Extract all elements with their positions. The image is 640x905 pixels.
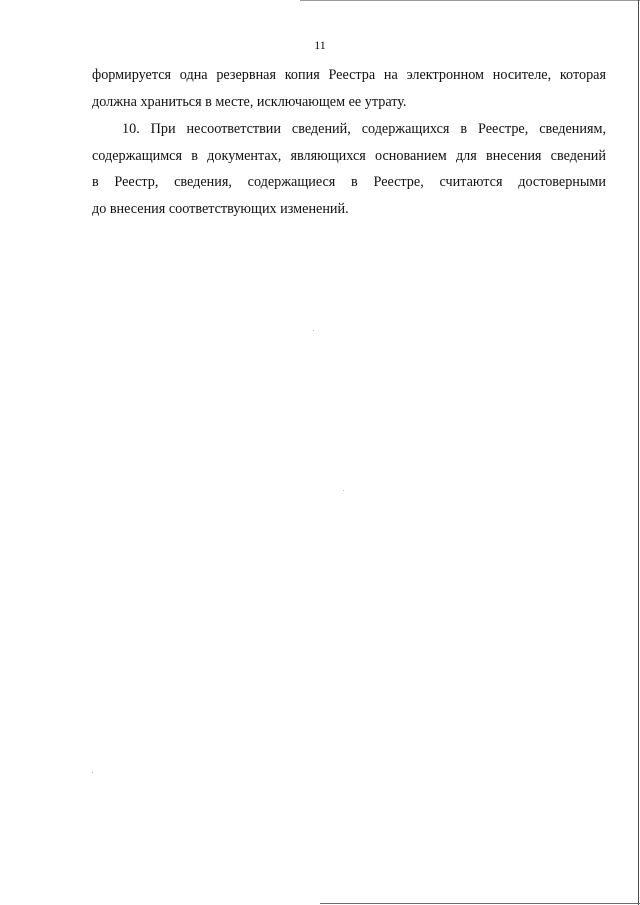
scan-edge-bottom <box>320 903 640 904</box>
text-line: формируется одна резервная копия Реестра на электронном носителе, которая <box>92 67 606 83</box>
page-number: 11 <box>314 38 326 52</box>
scan-edge-top <box>300 0 640 1</box>
text-line: до внесения соответствующих изменений. <box>92 200 349 217</box>
scan-speck <box>313 330 314 331</box>
text-line: 10. При несоответствии сведений, содержащихся в Реестре, сведениям, <box>122 121 606 137</box>
scan-speck <box>92 772 93 773</box>
paragraph-item-10 <box>92 116 606 222</box>
scan-edge-right <box>638 0 639 905</box>
text-line: в Реестр, сведения, содержащиеся в Реестре, считаются достоверными <box>92 174 606 190</box>
text-line: содержащимся в документах, являющихся основанием для внесения сведений <box>92 147 606 164</box>
paragraph-continuation <box>92 62 606 115</box>
document-body <box>92 62 606 222</box>
scan-speck <box>343 490 344 491</box>
text-line: должна храниться в месте, исключающем ее утрату. <box>92 93 407 110</box>
